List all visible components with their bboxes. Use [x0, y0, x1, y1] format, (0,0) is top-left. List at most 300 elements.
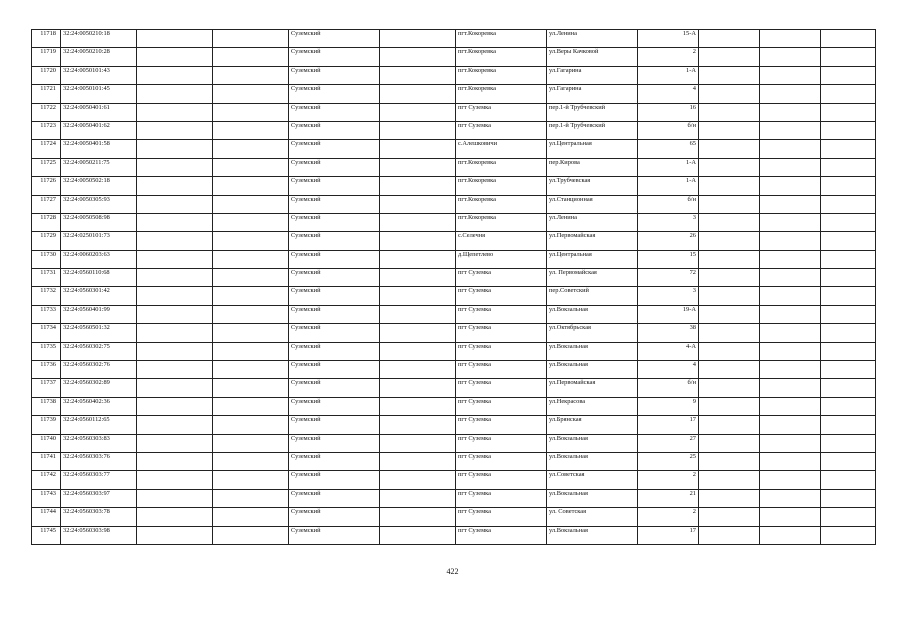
- cell-empty: [821, 158, 876, 176]
- table-row: [32, 85, 876, 103]
- cell-empty: [213, 526, 289, 544]
- cell-street: ул.Трубчевская: [547, 177, 638, 195]
- cell-district: Суземский: [289, 434, 380, 452]
- cell-empty: [380, 140, 456, 158]
- cell-empty: [699, 140, 760, 158]
- cell-empty: [137, 397, 213, 415]
- cell-empty: [760, 416, 821, 434]
- table-row: [32, 232, 876, 250]
- cell-empty: [213, 30, 289, 48]
- cell-record-number: 11737: [32, 379, 61, 397]
- table-row: [32, 30, 876, 48]
- cell-empty: [213, 232, 289, 250]
- cell-record-number: 11740: [32, 434, 61, 452]
- cell-empty: [137, 103, 213, 121]
- cell-empty: [760, 508, 821, 526]
- cell-street: ул.Центральная: [547, 250, 638, 268]
- table-row: [32, 48, 876, 66]
- cell-house-number: 26: [638, 232, 699, 250]
- cell-empty: [699, 324, 760, 342]
- cell-district: Суземский: [289, 213, 380, 231]
- cell-empty: [137, 434, 213, 452]
- cell-record-number: 11745: [32, 526, 61, 544]
- cell-empty: [137, 379, 213, 397]
- cell-record-number: 11722: [32, 103, 61, 121]
- register-table-body: [32, 30, 876, 545]
- cell-empty: [137, 452, 213, 470]
- cell-empty: [821, 213, 876, 231]
- table-row: [32, 287, 876, 305]
- table-row: [32, 361, 876, 379]
- cell-empty: [213, 305, 289, 323]
- cell-record-number: 11733: [32, 305, 61, 323]
- cell-empty: [137, 305, 213, 323]
- cell-empty: [760, 213, 821, 231]
- cell-empty: [213, 103, 289, 121]
- cell-empty: [821, 177, 876, 195]
- cell-street: пер.1-й Трубчевский: [547, 103, 638, 121]
- table-row: [32, 508, 876, 526]
- table-row: [32, 526, 876, 544]
- cell-house-number: 4-А: [638, 342, 699, 360]
- cell-empty: [213, 434, 289, 452]
- cell-locality: пгт Суземка: [456, 434, 547, 452]
- cell-street: ул. Первомайская: [547, 269, 638, 287]
- cell-street: ул.Советская: [547, 471, 638, 489]
- cell-record-number: 11725: [32, 158, 61, 176]
- cell-empty: [380, 177, 456, 195]
- cell-empty: [699, 232, 760, 250]
- cell-empty: [760, 48, 821, 66]
- cell-empty: [760, 361, 821, 379]
- cell-empty: [760, 177, 821, 195]
- cell-empty: [137, 177, 213, 195]
- cell-empty: [213, 324, 289, 342]
- cell-empty: [821, 434, 876, 452]
- cell-empty: [760, 232, 821, 250]
- cell-empty: [699, 250, 760, 268]
- cell-empty: [699, 379, 760, 397]
- cell-house-number: 19-А: [638, 305, 699, 323]
- cell-empty: [213, 342, 289, 360]
- cell-empty: [137, 158, 213, 176]
- cell-empty: [380, 287, 456, 305]
- table-row: [32, 324, 876, 342]
- cell-empty: [821, 103, 876, 121]
- cell-empty: [760, 489, 821, 507]
- cell-district: Суземский: [289, 66, 380, 84]
- cell-empty: [821, 471, 876, 489]
- cell-empty: [821, 66, 876, 84]
- cell-street: пер.1-й Трубчевский: [547, 121, 638, 139]
- cell-empty: [137, 213, 213, 231]
- cell-house-number: 3: [638, 213, 699, 231]
- cell-empty: [760, 526, 821, 544]
- cell-cadastral-number: 32:24:0560303:98: [61, 526, 137, 544]
- cell-empty: [380, 158, 456, 176]
- table-row: [32, 269, 876, 287]
- cell-locality: пгт Суземка: [456, 508, 547, 526]
- cell-record-number: 11736: [32, 361, 61, 379]
- cell-locality: пгт Суземка: [456, 416, 547, 434]
- cell-empty: [380, 452, 456, 470]
- table-row: [32, 195, 876, 213]
- cell-cadastral-number: 32:24:0050211:75: [61, 158, 137, 176]
- cell-empty: [213, 195, 289, 213]
- cell-empty: [213, 452, 289, 470]
- cell-district: Суземский: [289, 361, 380, 379]
- cell-cadastral-number: 32:24:0560303:76: [61, 452, 137, 470]
- cell-record-number: 11741: [32, 452, 61, 470]
- cell-empty: [699, 361, 760, 379]
- cell-empty: [213, 66, 289, 84]
- cell-empty: [213, 287, 289, 305]
- cell-locality: пгт Суземка: [456, 471, 547, 489]
- cell-house-number: 2: [638, 471, 699, 489]
- cell-empty: [137, 140, 213, 158]
- cell-locality: пгт Суземка: [456, 361, 547, 379]
- cell-district: Суземский: [289, 305, 380, 323]
- cell-empty: [137, 361, 213, 379]
- cell-empty: [699, 66, 760, 84]
- cell-empty: [380, 489, 456, 507]
- cell-house-number: 38: [638, 324, 699, 342]
- cell-record-number: 11744: [32, 508, 61, 526]
- cell-empty: [699, 434, 760, 452]
- cell-locality: пгт.Кокоревка: [456, 158, 547, 176]
- cell-house-number: 27: [638, 434, 699, 452]
- cell-locality: пгт.Кокоревка: [456, 85, 547, 103]
- cell-empty: [821, 232, 876, 250]
- cell-street: ул.Вокзальная: [547, 526, 638, 544]
- cell-street: ул.Вокзальная: [547, 305, 638, 323]
- cell-house-number: 65: [638, 140, 699, 158]
- cell-street: ул.Гагарина: [547, 85, 638, 103]
- cell-empty: [699, 471, 760, 489]
- cell-empty: [760, 195, 821, 213]
- cell-empty: [380, 85, 456, 103]
- cell-cadastral-number: 32:24:0050508:98: [61, 213, 137, 231]
- cell-empty: [760, 305, 821, 323]
- cell-house-number: 1-А: [638, 158, 699, 176]
- cell-empty: [380, 66, 456, 84]
- cell-empty: [380, 471, 456, 489]
- cell-cadastral-number: 32:24:0050401:62: [61, 121, 137, 139]
- cell-house-number: б/н: [638, 379, 699, 397]
- cell-locality: пгт Суземка: [456, 452, 547, 470]
- cell-empty: [821, 379, 876, 397]
- cell-district: Суземский: [289, 526, 380, 544]
- cell-empty: [699, 526, 760, 544]
- cell-street: ул.Центральная: [547, 140, 638, 158]
- cell-house-number: б/н: [638, 195, 699, 213]
- cell-house-number: 4: [638, 85, 699, 103]
- cell-empty: [699, 287, 760, 305]
- cell-street: ул.Веры Качковой: [547, 48, 638, 66]
- cell-cadastral-number: 32:24:0050101:43: [61, 66, 137, 84]
- cell-locality: пгт Суземка: [456, 269, 547, 287]
- cell-cadastral-number: 32:24:0560303:77: [61, 471, 137, 489]
- cell-district: Суземский: [289, 48, 380, 66]
- cell-house-number: 25: [638, 452, 699, 470]
- cell-empty: [213, 85, 289, 103]
- cell-district: Суземский: [289, 232, 380, 250]
- cell-district: Суземский: [289, 508, 380, 526]
- table-row: [32, 305, 876, 323]
- cell-empty: [380, 361, 456, 379]
- cell-empty: [137, 66, 213, 84]
- cell-house-number: 16: [638, 103, 699, 121]
- cell-locality: пгт Суземка: [456, 526, 547, 544]
- cell-empty: [821, 250, 876, 268]
- cell-record-number: 11727: [32, 195, 61, 213]
- cell-house-number: 17: [638, 526, 699, 544]
- cell-house-number: 9: [638, 397, 699, 415]
- cell-empty: [380, 121, 456, 139]
- cell-cadastral-number: 32:24:0560302:76: [61, 361, 137, 379]
- cell-district: Суземский: [289, 177, 380, 195]
- table-row: [32, 471, 876, 489]
- cell-empty: [213, 397, 289, 415]
- cell-empty: [380, 195, 456, 213]
- cell-empty: [213, 213, 289, 231]
- cell-empty: [821, 508, 876, 526]
- cell-empty: [760, 471, 821, 489]
- cell-empty: [821, 269, 876, 287]
- cell-locality: пгт.Кокоревка: [456, 48, 547, 66]
- cell-empty: [380, 48, 456, 66]
- cell-house-number: 2: [638, 508, 699, 526]
- cell-empty: [213, 140, 289, 158]
- cell-record-number: 11728: [32, 213, 61, 231]
- cell-empty: [213, 361, 289, 379]
- cell-empty: [760, 158, 821, 176]
- cell-empty: [821, 287, 876, 305]
- cell-empty: [213, 416, 289, 434]
- cell-empty: [137, 195, 213, 213]
- cell-house-number: 1-А: [638, 66, 699, 84]
- cell-street: ул.Октябрьская: [547, 324, 638, 342]
- cell-locality: пгт Суземка: [456, 489, 547, 507]
- cell-empty: [137, 48, 213, 66]
- table-row: [32, 140, 876, 158]
- cell-empty: [760, 452, 821, 470]
- cell-district: Суземский: [289, 85, 380, 103]
- cell-empty: [699, 48, 760, 66]
- cell-empty: [699, 177, 760, 195]
- table-row: [32, 379, 876, 397]
- cell-record-number: 11735: [32, 342, 61, 360]
- cell-empty: [137, 471, 213, 489]
- property-register-table: [31, 29, 876, 545]
- cell-house-number: 3: [638, 287, 699, 305]
- cell-empty: [137, 250, 213, 268]
- cell-empty: [699, 489, 760, 507]
- cell-record-number: 11738: [32, 397, 61, 415]
- cell-cadastral-number: 32:24:0560302:75: [61, 342, 137, 360]
- cell-empty: [213, 250, 289, 268]
- cell-empty: [699, 342, 760, 360]
- cell-street: ул.Ленина: [547, 213, 638, 231]
- cell-locality: пгт Суземка: [456, 287, 547, 305]
- cell-locality: пгт Суземка: [456, 103, 547, 121]
- cell-empty: [760, 85, 821, 103]
- cell-locality: с.Селечня: [456, 232, 547, 250]
- cell-cadastral-number: 32:24:0050210:18: [61, 30, 137, 48]
- cell-locality: пгт Суземка: [456, 342, 547, 360]
- cell-district: Суземский: [289, 140, 380, 158]
- cell-empty: [699, 158, 760, 176]
- cell-street: ул.Вокзальная: [547, 452, 638, 470]
- cell-empty: [821, 452, 876, 470]
- cell-cadastral-number: 32:24:0560303:97: [61, 489, 137, 507]
- cell-empty: [380, 250, 456, 268]
- cell-record-number: 11730: [32, 250, 61, 268]
- cell-empty: [821, 526, 876, 544]
- cell-empty: [821, 195, 876, 213]
- cell-empty: [760, 103, 821, 121]
- cell-cadastral-number: 32:24:0560110:68: [61, 269, 137, 287]
- cell-empty: [213, 489, 289, 507]
- cell-empty: [380, 526, 456, 544]
- cell-locality: пгт.Кокоревка: [456, 177, 547, 195]
- cell-street: ул.Некрасова: [547, 397, 638, 415]
- cell-cadastral-number: 32:24:0560401:99: [61, 305, 137, 323]
- cell-empty: [821, 324, 876, 342]
- cell-empty: [760, 287, 821, 305]
- cell-house-number: 2: [638, 48, 699, 66]
- cell-cadastral-number: 32:24:0560112:65: [61, 416, 137, 434]
- cell-locality: д.Щепетлево: [456, 250, 547, 268]
- cell-district: Суземский: [289, 489, 380, 507]
- cell-empty: [760, 397, 821, 415]
- cell-record-number: 11732: [32, 287, 61, 305]
- cell-empty: [380, 213, 456, 231]
- cell-cadastral-number: 32:24:0560302:89: [61, 379, 137, 397]
- cell-record-number: 11721: [32, 85, 61, 103]
- cell-empty: [821, 140, 876, 158]
- table-row: [32, 434, 876, 452]
- cell-empty: [821, 489, 876, 507]
- cell-locality: пгт Суземка: [456, 397, 547, 415]
- cell-empty: [821, 85, 876, 103]
- cell-street: ул.Брянская: [547, 416, 638, 434]
- cell-cadastral-number: 32:24:0050502:18: [61, 177, 137, 195]
- table-row: [32, 489, 876, 507]
- cell-street: ул.Вокзальная: [547, 489, 638, 507]
- cell-empty: [699, 397, 760, 415]
- cell-empty: [821, 361, 876, 379]
- cell-street: ул.Вокзальная: [547, 342, 638, 360]
- cell-record-number: 11718: [32, 30, 61, 48]
- cell-house-number: 21: [638, 489, 699, 507]
- cell-empty: [699, 269, 760, 287]
- cell-empty: [380, 324, 456, 342]
- cell-empty: [137, 287, 213, 305]
- cell-empty: [821, 48, 876, 66]
- cell-district: Суземский: [289, 195, 380, 213]
- cell-district: Суземский: [289, 121, 380, 139]
- cell-empty: [380, 434, 456, 452]
- cell-street: ул.Ленина: [547, 30, 638, 48]
- cell-empty: [380, 379, 456, 397]
- cell-empty: [699, 195, 760, 213]
- cell-record-number: 11719: [32, 48, 61, 66]
- cell-empty: [137, 416, 213, 434]
- cell-empty: [137, 30, 213, 48]
- cell-house-number: 15: [638, 250, 699, 268]
- cell-empty: [699, 85, 760, 103]
- cell-empty: [137, 85, 213, 103]
- cell-locality: пгт Суземка: [456, 305, 547, 323]
- cell-district: Суземский: [289, 342, 380, 360]
- cell-empty: [760, 66, 821, 84]
- cell-cadastral-number: 32:24:0560402:36: [61, 397, 137, 415]
- cell-cadastral-number: 32:24:0050401:61: [61, 103, 137, 121]
- cell-empty: [213, 48, 289, 66]
- cell-empty: [380, 305, 456, 323]
- table-row: [32, 416, 876, 434]
- cell-record-number: 11726: [32, 177, 61, 195]
- cell-cadastral-number: 32:24:0560303:83: [61, 434, 137, 452]
- cell-empty: [380, 103, 456, 121]
- cell-district: Суземский: [289, 287, 380, 305]
- cell-empty: [699, 103, 760, 121]
- cell-house-number: 1-А: [638, 177, 699, 195]
- cell-district: Суземский: [289, 416, 380, 434]
- cell-district: Суземский: [289, 324, 380, 342]
- cell-cadastral-number: 32:24:0050210:28: [61, 48, 137, 66]
- cell-empty: [699, 452, 760, 470]
- cell-district: Суземский: [289, 269, 380, 287]
- cell-empty: [213, 379, 289, 397]
- table-row: [32, 342, 876, 360]
- cell-empty: [380, 232, 456, 250]
- cell-locality: пгт.Кокоревка: [456, 66, 547, 84]
- cell-district: Суземский: [289, 158, 380, 176]
- cell-record-number: 11734: [32, 324, 61, 342]
- cell-empty: [380, 269, 456, 287]
- table-row: [32, 250, 876, 268]
- cell-street: ул.Первомайская: [547, 232, 638, 250]
- cell-empty: [821, 30, 876, 48]
- cell-district: Суземский: [289, 397, 380, 415]
- cell-empty: [137, 324, 213, 342]
- cell-empty: [699, 121, 760, 139]
- cell-empty: [821, 121, 876, 139]
- table-row: [32, 397, 876, 415]
- table-row: [32, 103, 876, 121]
- cell-empty: [760, 269, 821, 287]
- cell-street: ул.Станционная: [547, 195, 638, 213]
- cell-record-number: 11729: [32, 232, 61, 250]
- cell-record-number: 11724: [32, 140, 61, 158]
- cell-street: пер.Советский: [547, 287, 638, 305]
- cell-empty: [380, 397, 456, 415]
- table-row: [32, 213, 876, 231]
- cell-empty: [699, 30, 760, 48]
- cell-empty: [760, 30, 821, 48]
- cell-district: Суземский: [289, 471, 380, 489]
- cell-empty: [137, 121, 213, 139]
- cell-record-number: 11743: [32, 489, 61, 507]
- cell-street: ул.Вокзальная: [547, 434, 638, 452]
- table-row: [32, 121, 876, 139]
- cell-empty: [137, 489, 213, 507]
- cell-locality: пгт Суземка: [456, 379, 547, 397]
- cell-house-number: 72: [638, 269, 699, 287]
- cell-cadastral-number: 32:24:0050101:45: [61, 85, 137, 103]
